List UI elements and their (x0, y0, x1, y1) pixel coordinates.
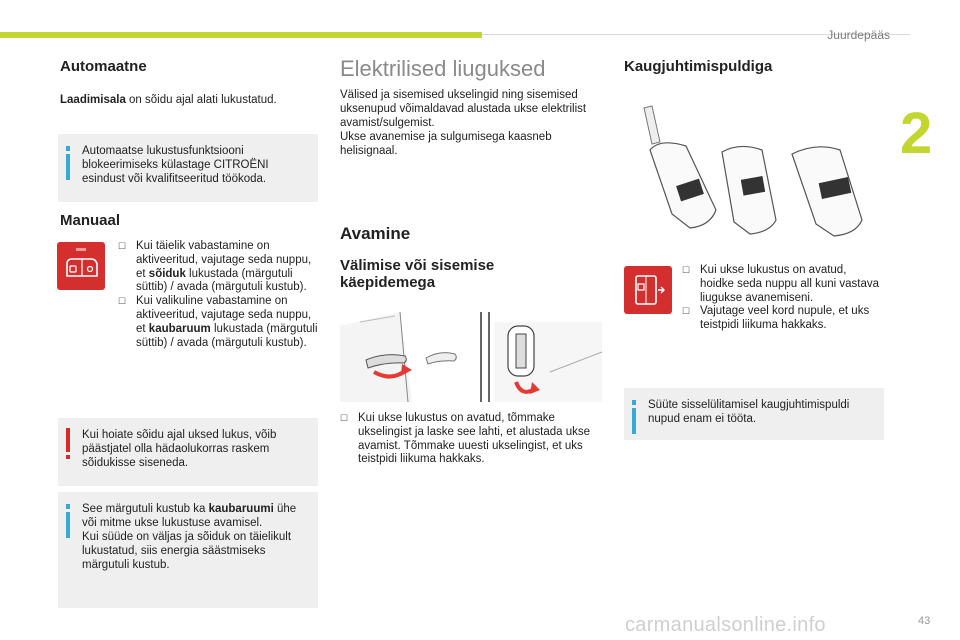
remote-title: Kaugjuhtimispuldiga (624, 58, 773, 75)
warning-icon (66, 428, 70, 459)
door-handle-illustration (340, 312, 602, 402)
chapter-number: 2 (900, 101, 933, 166)
van-lock-icon (57, 242, 105, 290)
manuaal-title-wrap (60, 212, 120, 229)
info-icon (66, 146, 70, 180)
sliding-doors-title: Elektrilised liuguksed (340, 56, 546, 81)
automaatne-section (60, 58, 320, 107)
remote-bullet-2: ☐ Vajutage veel kord nupule, et uks teistpidi liikuma hakkaks. (682, 305, 882, 333)
info-box-indicator-line2: Kui süüde on väljas ja sõiduk on täielikult lukustatud, siis energia säästmiseks märgutuli kustub. (82, 531, 292, 571)
sliding-doors-section (340, 56, 605, 158)
info-box-remote-text: Süüte sisselülitamisel kaugjuhtimispuldi nupud enam ei tööta. (648, 399, 850, 425)
warning-box (58, 418, 318, 486)
kaubaruum-term: kaubaruum (148, 322, 211, 335)
sliding-doors-intro-1: Välised ja sisemised ukselingid ning sisemised uksenupud võimaldavad alustada ukse elektrilist avamist/sulgemist. (340, 89, 587, 129)
manuaal-bullets (118, 240, 318, 350)
automaatne-text (60, 93, 320, 107)
section-label: Juurdepääs (827, 28, 890, 42)
info-box-remote (624, 388, 884, 440)
info-box-automatic-text: Automaatse lukustusfunktsiooni blokeerimiseks külastage CITROËNI esindust või kvalifitseeritud töökoda. (82, 145, 269, 185)
warning-text: Kui hoiate sõidu ajal uksed lukus, võib päästjatel olla hädaolukorras raskem sõidukisse siseneda. (82, 429, 277, 469)
laadimisala-term: Laadimisala (60, 94, 126, 106)
info-icon (632, 400, 636, 434)
sliding-doors-intro-2: Ukse avanemise ja sulgumisega kaasneb helisignaal. (340, 131, 552, 157)
page-number: 43 (918, 615, 931, 627)
handle-subtitle: Välimise või sisemise käepidemega (340, 257, 495, 291)
sliding-door-icon (624, 266, 672, 314)
automaatne-text-rest: on sõidu ajal alati lukustatud. (125, 94, 277, 106)
soiduk-term: sõiduk (148, 267, 186, 280)
handle-bullets (340, 412, 602, 467)
remote-bullet-1: ☐ Kui ukse lukustus on avatud, hoidke seda nuppu all kuni vastava liugukse avanemiseni. (682, 264, 882, 305)
avamine-title: Avamine (340, 224, 411, 243)
info-icon (66, 504, 70, 538)
info-box-indicator-text: See märgutuli kustub ka kaubaruumi ühe või mitme ukse lukustuse avamisel. Kui süüde on väljas ja sõiduk on täielikult lukustatud, siis energia säästmiseks märgutuli kustub. (82, 503, 297, 571)
header-accent-bar (0, 32, 482, 38)
automaatne-title: Automaatne (60, 58, 147, 75)
remote-title-wrap (624, 58, 772, 75)
avamine-title-wrap (340, 224, 410, 244)
info-box-indicator (58, 492, 318, 608)
info-box-automatic (58, 134, 318, 202)
manuaal-bullet-2: ☐ Kui valikuline vabastamine on aktiveeritud, vajutage seda nuppu, et kaubaruum lukustada (märgutuli süttib) / avada (märgutuli kustub). (118, 295, 318, 350)
manuaal-bullet-1: ☐ Kui täielik vabastamine on aktiveeritud, vajutage seda nuppu, et sõiduk lukustada (märgutuli süttib) / avada (märgutuli kustub). (118, 240, 318, 295)
watermark: carmanualsonline.info (625, 614, 826, 636)
manuaal-title: Manuaal (60, 212, 121, 229)
handle-bullet-1: ☐ Kui ukse lukustus on avatud, tõmmake ukselingist ja laske see lahti, et alustada ukse avamist. Tõmmake uuesti ukselingist, et uks teistpidi liikuma hakkaks. (340, 412, 602, 467)
kaubaruumi-term: kaubaruumi (208, 503, 274, 515)
remote-bullets (682, 264, 882, 333)
handle-subtitle-wrap (340, 257, 550, 291)
remote-key-illustration (630, 102, 885, 242)
